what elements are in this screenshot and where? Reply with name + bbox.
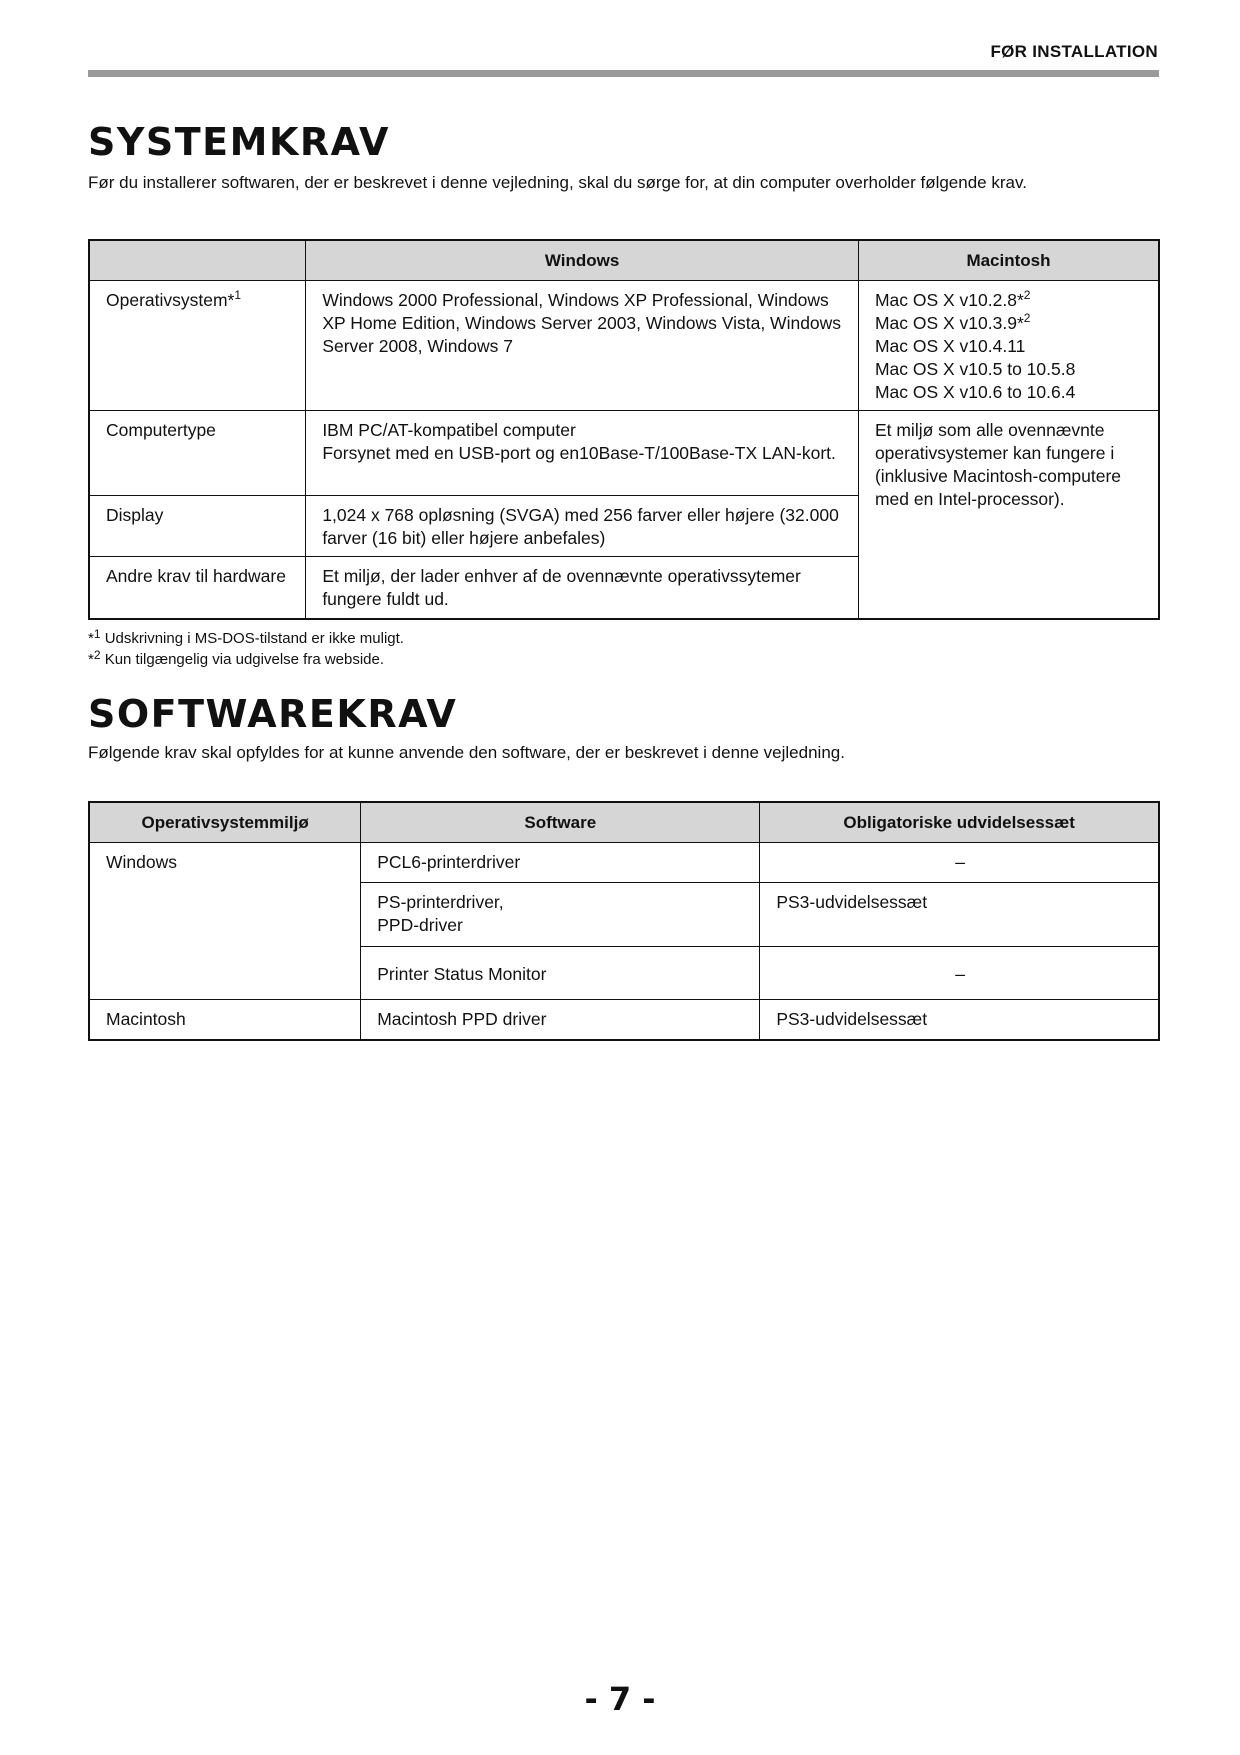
table-row-os [89, 281, 1159, 411]
software-requirements-table [88, 801, 1160, 1041]
software-cell: PS-printerdriver, PPD-driver [361, 883, 760, 947]
software-cell: Macintosh PPD driver [361, 1000, 760, 1040]
row-label-computer-type: Computertype [89, 411, 306, 496]
table-row [89, 843, 1159, 883]
mac-os-line: Mac OS X v10.6 to 10.6.4 [874, 382, 1076, 402]
footnotes [88, 628, 404, 670]
softwarekrav-intro: Følgende krav skal opfyldes for at kunne anvende den software, der er beskrevet i denne vejledning. [88, 743, 845, 762]
page-number: - 7 - [584, 1680, 656, 1718]
row-label-os: Operativsystem*$^1$ [89, 281, 306, 411]
kit-cell: PS3-udvidelsessæt [760, 883, 1159, 947]
mac-os-line: Mac OS X v10.2.8*$^2$ [874, 288, 1031, 310]
column-header-windows: Windows [306, 240, 859, 281]
os-cell-windows: Windows [89, 843, 361, 1000]
mac-os-line: Mac OS X v10.3.9*$^2$ [874, 311, 1031, 333]
header-rule [88, 70, 1159, 77]
table-row [89, 1000, 1159, 1040]
column-header-macintosh: Macintosh [858, 240, 1159, 281]
systemkrav-intro: Før du installerer softwaren, der er beskrevet i denne vejledning, skal du sørge for, at din computer overholder følgende krav. [88, 173, 1027, 192]
software-cell: Printer Status Monitor [361, 947, 760, 1000]
table-row-computer-type [89, 411, 1159, 496]
section-title-systemkrav: SYSTEMKRAV [88, 120, 390, 164]
software-cell: PCL6-printerdriver [361, 843, 760, 883]
display-windows-cell: 1,024 x 768 opløsning (SVGA) med 256 farver eller højere (32.000 farver (16 bit) eller højere anbefales) [306, 496, 859, 557]
system-requirements-table [88, 239, 1160, 620]
footnote-1: *$^1$ Udskrivning i MS-DOS-tilstand er ikke muligt. [88, 627, 404, 647]
running-header: FØR INSTALLATION [990, 42, 1158, 61]
computer-type-windows-cell: IBM PC/AT-kompatibel computer Forsynet med en USB-port og en10Base-T/100Base-TX LAN-kort. [306, 411, 859, 496]
column-header-empty [89, 240, 306, 281]
mac-os-line: Mac OS X v10.4.11 [874, 336, 1026, 356]
os-macintosh-cell [858, 281, 1159, 411]
kit-cell: – [760, 843, 1159, 883]
os-windows-cell: Windows 2000 Professional, Windows XP Professional, Windows XP Home Edition, Windows Server 2003, Windows Vista, Windows Server 2008, Windows 7 [306, 281, 859, 411]
column-header-kits: Obligatoriske udvidelsessæt [760, 802, 1159, 843]
footnote-2: *$^2$ Kun tilgængelig via udgivelse fra webside. [88, 648, 385, 668]
os-cell-macintosh: Macintosh [89, 1000, 361, 1040]
mac-os-line: Mac OS X v10.5 to 10.5.8 [874, 359, 1076, 379]
kit-cell: PS3-udvidelsessæt [760, 1000, 1159, 1040]
table-header-row [89, 240, 1159, 281]
kit-cell: – [760, 947, 1159, 1000]
section-title-softwarekrav: SOFTWAREKRAV [88, 692, 458, 736]
row-label-other-hardware: Andre krav til hardware [89, 557, 306, 619]
column-header-os-environment: Operativsystemmiljø [89, 802, 361, 843]
other-hardware-windows-cell: Et miljø, der lader enhver af de ovennævnte operativssytemer fungere fuldt ud. [306, 557, 859, 619]
row-label-display: Display [89, 496, 306, 557]
table-header-row [89, 802, 1159, 843]
computer-type-macintosh-cell: Et miljø som alle ovennævnte operativsystemer kan fungere i (inklusive Macintosh-computere med en Intel-processor). [858, 411, 1159, 619]
column-header-software: Software [361, 802, 760, 843]
